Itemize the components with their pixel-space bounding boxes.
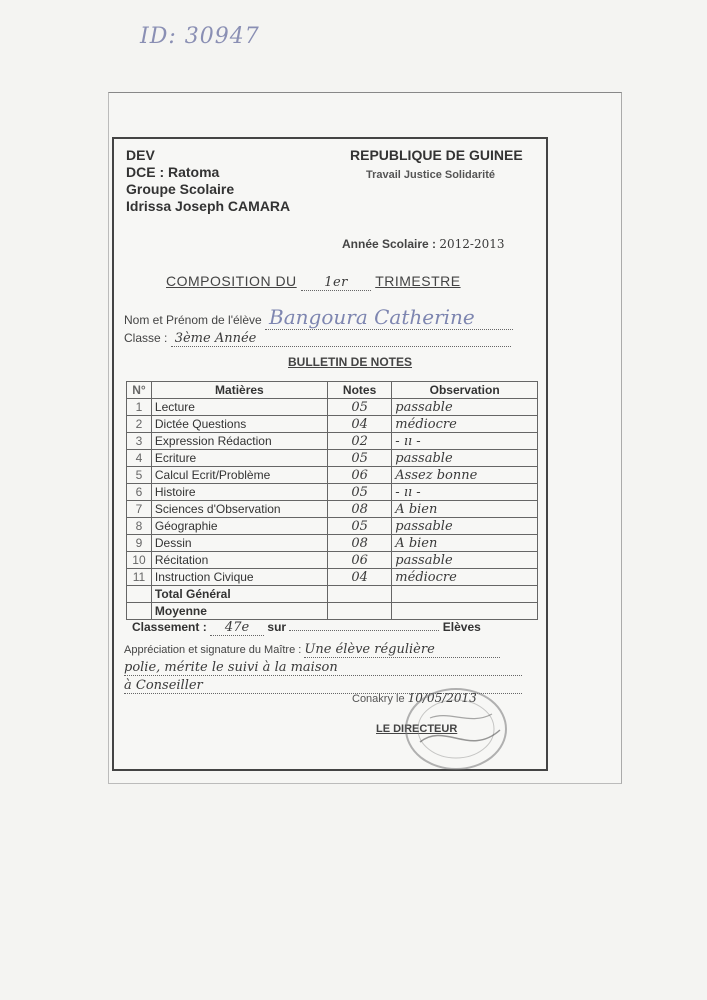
row-observation: Assez bonne xyxy=(395,467,478,483)
header-line-dce: DCE : Ratoma xyxy=(126,164,220,180)
grades-header-row xyxy=(127,382,538,399)
handwritten-id-note: ID: 30947 xyxy=(140,24,260,49)
grade-row xyxy=(127,535,538,552)
date-value: 10/05/2013 xyxy=(407,691,477,705)
student-class-line xyxy=(124,331,511,347)
grade-row xyxy=(127,501,538,518)
row-observation: A bien xyxy=(395,501,438,517)
grade-row xyxy=(127,484,538,501)
appreciation-line1: Une élève régulière xyxy=(304,642,435,657)
row-subject: Lecture xyxy=(154,399,195,414)
header-line-group: Groupe Scolaire xyxy=(126,181,235,197)
average-row xyxy=(127,603,538,620)
composition-suffix: TRIMESTRE xyxy=(375,273,461,289)
row-subject: Instruction Civique xyxy=(154,569,254,584)
student-name-value: Bangoura Catherine xyxy=(269,305,475,329)
row-number: 2 xyxy=(135,416,143,431)
col-header-number: N° xyxy=(127,382,152,399)
row-number: 10 xyxy=(132,552,146,567)
total-label: Total Général xyxy=(151,586,327,603)
row-observation: passable xyxy=(395,450,453,466)
row-number: 4 xyxy=(135,450,143,465)
row-note: 05 xyxy=(351,399,368,415)
row-subject: Géographie xyxy=(154,518,218,533)
row-number: 3 xyxy=(135,433,143,448)
header-line-dev: DEV xyxy=(126,147,155,163)
grade-row xyxy=(127,552,538,569)
row-subject: Récitation xyxy=(154,552,209,567)
student-class-value: 3ème Année xyxy=(174,331,257,346)
school-year xyxy=(342,237,505,251)
ranking-sur: sur xyxy=(267,620,287,634)
row-number: 8 xyxy=(135,518,143,533)
col-header-observation: Observation xyxy=(392,382,538,399)
row-note: 06 xyxy=(351,467,368,483)
appreciation-label: Appréciation et signature du Maître : xyxy=(124,644,302,656)
total-row xyxy=(127,586,538,603)
school-stamp-seal xyxy=(400,682,512,776)
bulletin-title: BULLETIN DE NOTES xyxy=(288,355,413,369)
grade-row xyxy=(127,416,538,433)
student-name-label: Nom et Prénom de l'élève xyxy=(124,313,262,327)
ranking-line xyxy=(132,620,481,636)
republic-title: REPUBLIQUE DE GUINEE xyxy=(350,147,523,163)
grade-row xyxy=(127,450,538,467)
row-subject: Ecriture xyxy=(154,450,197,465)
report-card xyxy=(112,137,548,771)
grade-row xyxy=(127,518,538,535)
appreciation-line3: à Conseiller xyxy=(124,678,203,693)
ranking-value: 47e xyxy=(224,620,250,635)
grade-row xyxy=(127,399,538,416)
row-subject: Dictée Questions xyxy=(154,416,247,431)
col-header-notes: Notes xyxy=(327,382,391,399)
row-number: 5 xyxy=(135,467,143,482)
school-header xyxy=(126,147,290,215)
row-note: 04 xyxy=(351,569,368,585)
col-header-subject: Matières xyxy=(151,382,327,399)
row-note: 06 xyxy=(351,552,368,568)
composition-prefix: COMPOSITION DU xyxy=(166,273,297,289)
row-note: 05 xyxy=(351,450,368,466)
row-number: 6 xyxy=(135,484,143,499)
header-line-school: Idrissa Joseph CAMARA xyxy=(126,198,291,214)
row-observation: passable xyxy=(395,518,453,534)
row-note: 04 xyxy=(351,416,368,432)
grade-row xyxy=(127,433,538,450)
row-observation: médiocre xyxy=(395,569,457,585)
row-number: 7 xyxy=(135,501,143,516)
row-subject: Dessin xyxy=(154,535,192,550)
row-note: 05 xyxy=(351,484,368,500)
grades-table xyxy=(126,381,538,620)
place-label: Conakry le xyxy=(352,693,405,705)
row-observation: - ıı - xyxy=(395,484,421,500)
average-label: Moyenne xyxy=(151,603,327,620)
grade-row xyxy=(127,569,538,586)
row-number: 9 xyxy=(135,535,143,550)
row-number: 11 xyxy=(132,569,146,584)
student-class-label: Classe : xyxy=(124,331,168,345)
row-observation: passable xyxy=(395,399,453,415)
row-subject: Expression Rédaction xyxy=(154,433,272,448)
ranking-label: Classement : xyxy=(132,620,207,634)
school-year-label: Année Scolaire : xyxy=(342,237,437,251)
school-year-value: 2012-2013 xyxy=(439,237,505,251)
ranking-eleves: Elèves xyxy=(442,620,481,634)
row-number: 1 xyxy=(135,399,143,414)
motto: Travail Justice Solidarité xyxy=(366,169,496,181)
row-note: 05 xyxy=(351,518,368,534)
row-note: 08 xyxy=(351,501,368,517)
appreciation-line2: polie, mérite le suivi à la maison xyxy=(124,660,338,675)
row-note: 02 xyxy=(351,433,368,449)
row-subject: Sciences d'Observation xyxy=(154,501,281,516)
row-observation: passable xyxy=(395,552,453,568)
row-observation: A bien xyxy=(395,535,438,551)
composition-title xyxy=(166,273,461,291)
row-note: 08 xyxy=(351,535,368,551)
row-subject: Calcul Ecrit/Problème xyxy=(154,467,271,482)
student-name-line xyxy=(124,305,513,330)
row-observation: - ıı - xyxy=(395,433,421,449)
row-observation: médiocre xyxy=(395,416,457,432)
composition-value: 1er xyxy=(324,275,348,290)
grade-row xyxy=(127,467,538,484)
director-label: LE DIRECTEUR xyxy=(376,723,458,735)
row-subject: Histoire xyxy=(154,484,196,499)
